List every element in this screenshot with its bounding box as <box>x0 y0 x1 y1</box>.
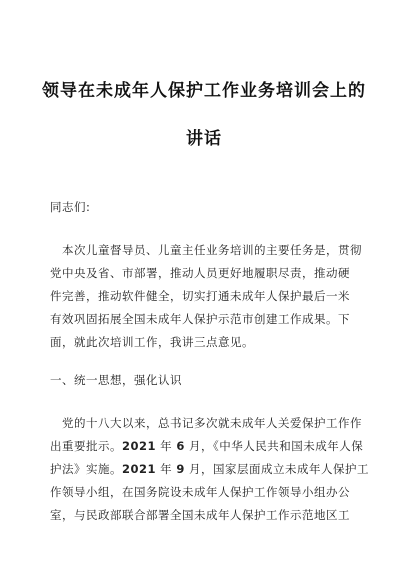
document-title-line-1: 领导在未成年人保护工作业务培训会上的 <box>42 81 366 101</box>
paragraph-2-line-2-part-a: 出重要批示。 <box>50 439 122 453</box>
document-title-line-2: 讲话 <box>186 129 222 149</box>
paragraph-2-line-2 <box>50 439 363 453</box>
paragraph-2-line-3-month: 9 <box>176 462 185 476</box>
paragraph-2-line-5: 室，与民政部联合部署全国未成年人保护工作示范地区工 <box>50 508 350 522</box>
paragraph-2-line-3-year: 2021 <box>122 462 157 476</box>
paragraph-1-line-2: 党中央及省、市部署，推动人员更好地履职尽责，推动硬 <box>50 266 350 280</box>
paragraph-2-line-3-part-a: 护法》实施。 <box>50 462 122 476</box>
paragraph-2-line-2-part-b: 年 <box>156 439 177 453</box>
paragraph-2-line-3-part-c: 月，国家层面成立未成年人保护工 <box>184 462 369 476</box>
paragraph-2-line-1: 党的十八大以来，总书记多次就未成年人关爱保护工作作 <box>62 416 362 430</box>
paragraph-1-line-5: 面，就此次培训工作，我讲三点意见。 <box>50 335 254 349</box>
salutation: 同志们: <box>50 200 91 214</box>
paragraph-2-line-2-month: 6 <box>176 439 185 453</box>
paragraph-1-line-4: 有效巩固拓展全国未成年人保护示范市创建工作成果。下 <box>50 312 350 326</box>
paragraph-2-line-4: 作领导小组，在国务院设未成年人保护工作领导小组办公 <box>50 485 350 499</box>
section-1-heading: 一、统一思想，强化认识 <box>50 373 182 387</box>
paragraph-2-line-3-part-b: 年 <box>156 462 177 476</box>
paragraph-2-line-2-year: 2021 <box>122 439 157 453</box>
paragraph-1-line-3: 件完善，推动软件健全，切实打通未成年人保护最后一米 <box>50 289 350 303</box>
paragraph-2-line-3 <box>50 462 369 476</box>
paragraph-2-line-2-part-c: 月，《中华人民共和国未成年人保 <box>184 439 364 453</box>
paragraph-1-line-1: 本次儿童督导员、儿童主任业务培训的主要任务是，贯彻 <box>62 243 362 257</box>
